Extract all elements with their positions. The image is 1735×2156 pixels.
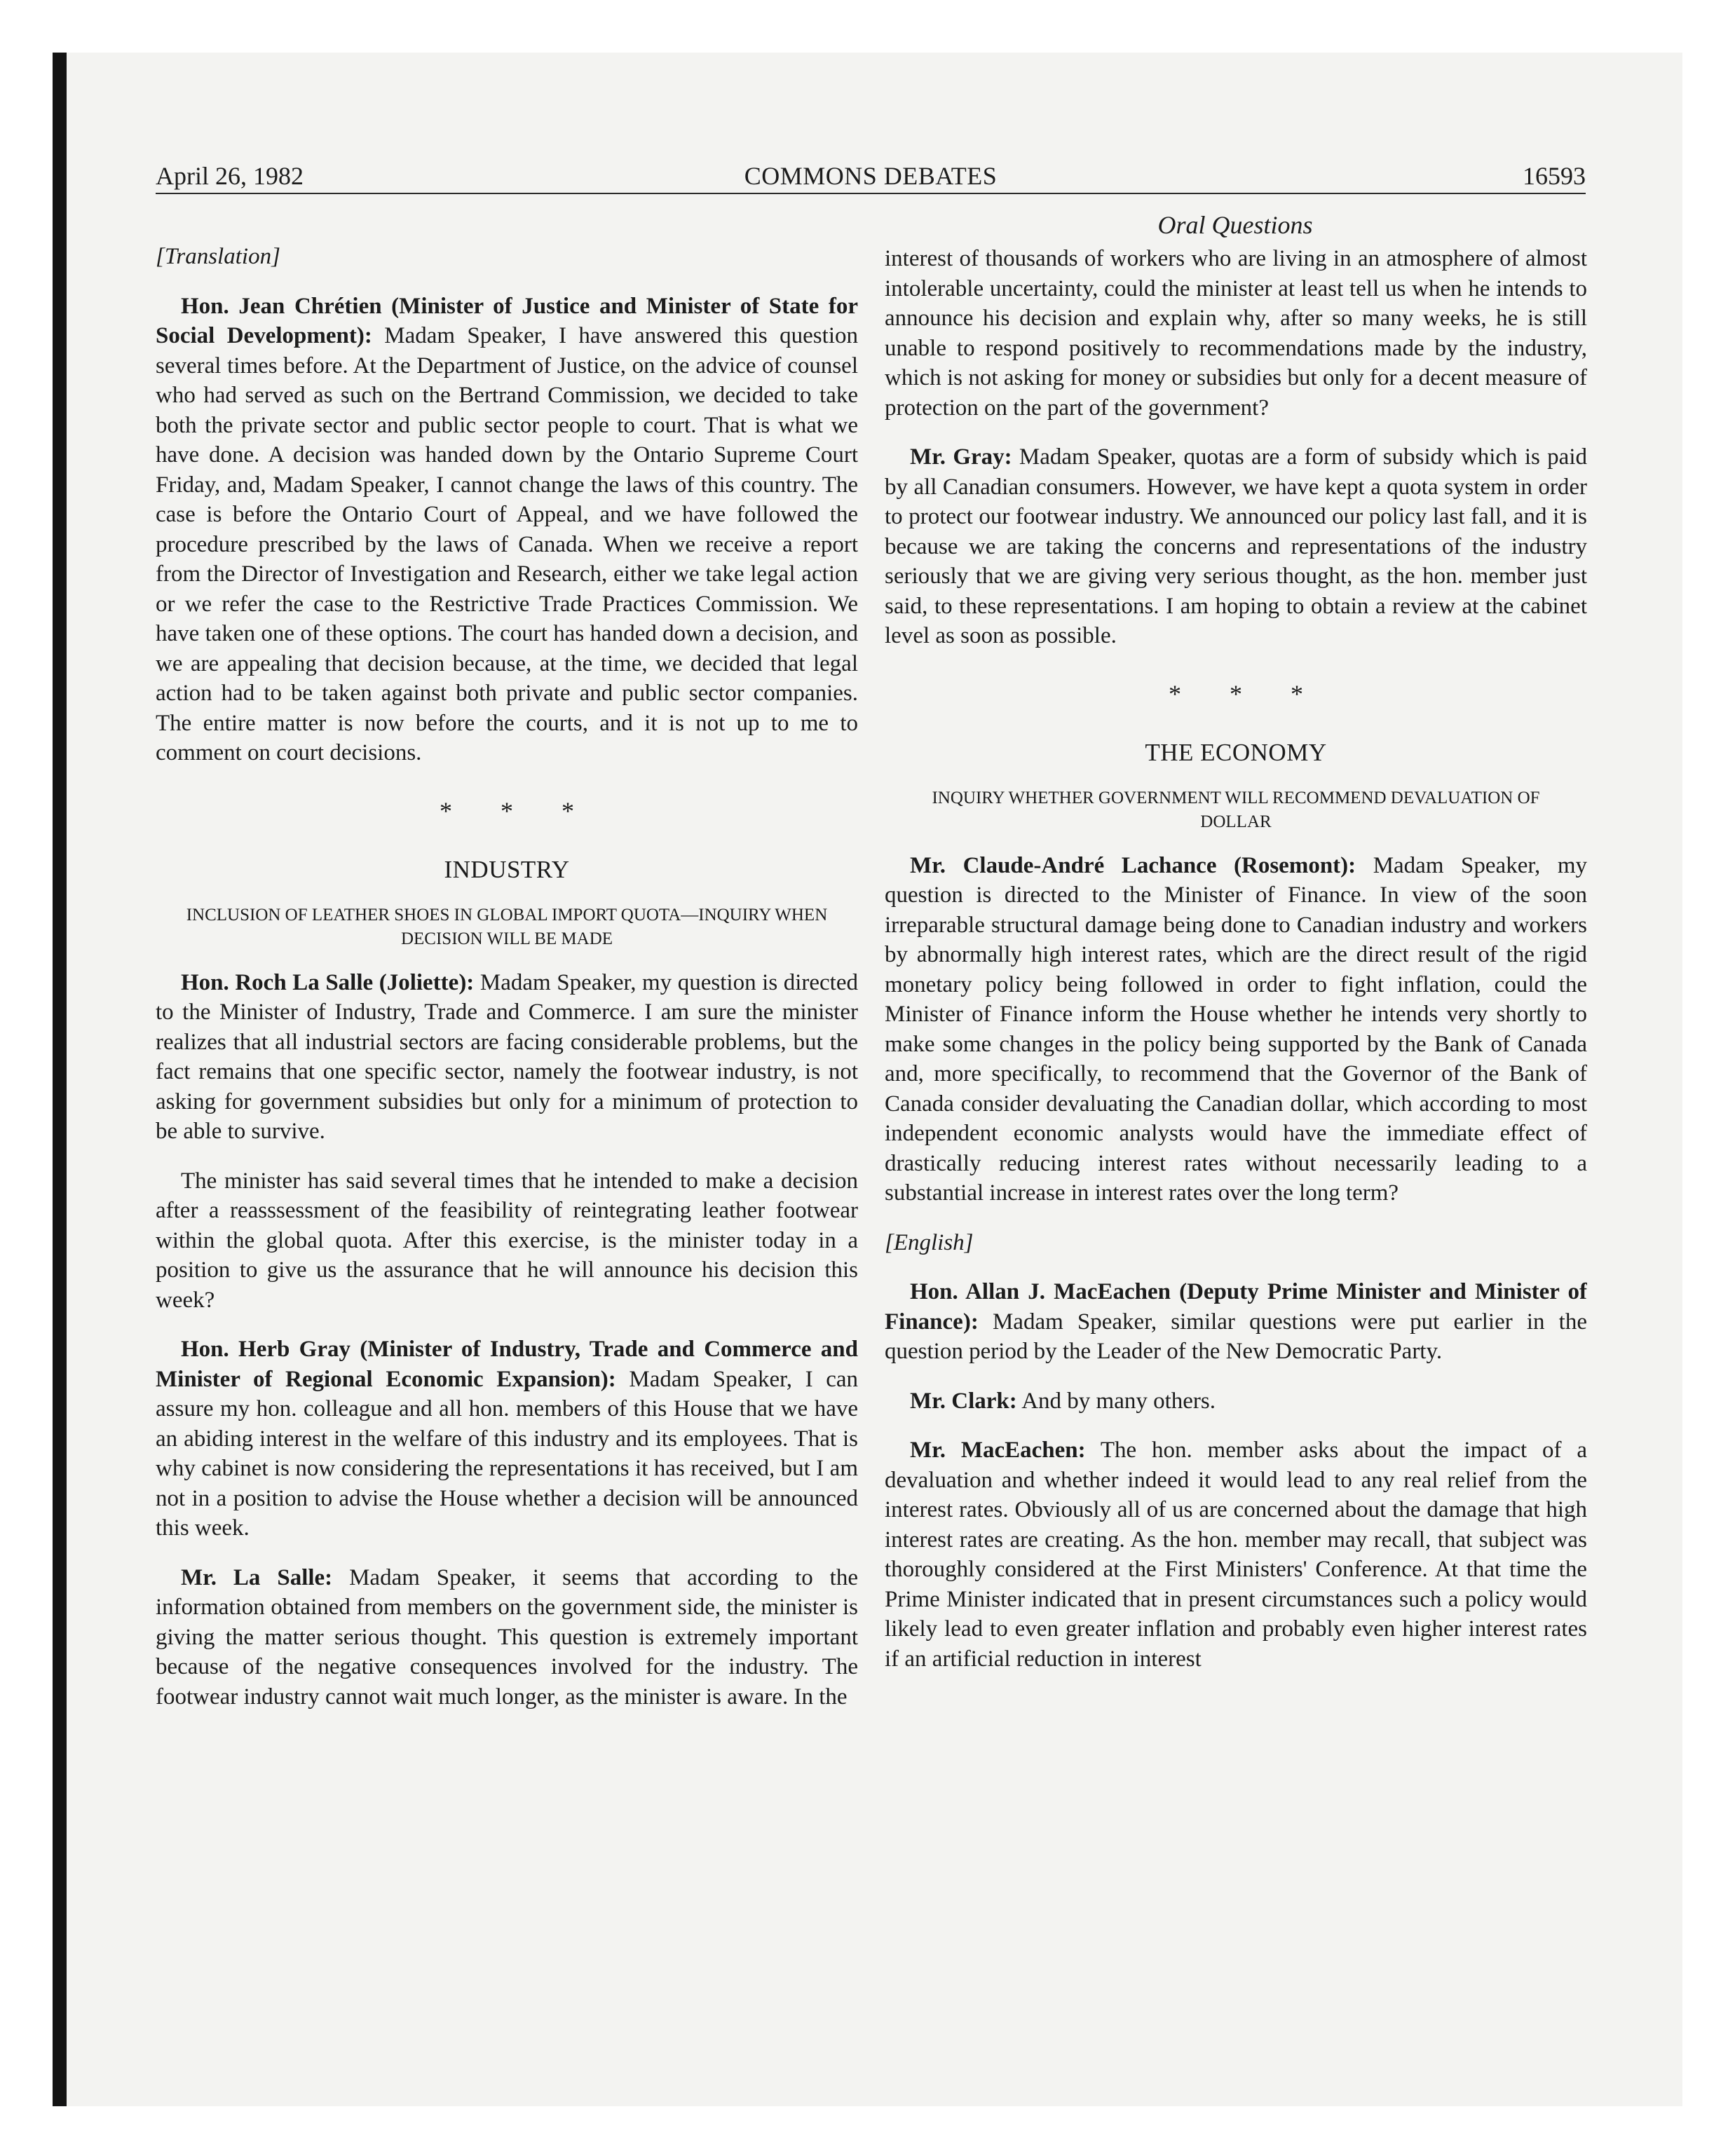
speaker-name: Hon. Jean Chrétien (Minister of Justice and Minister of State for Social Development):	[156, 293, 858, 348]
speaker-name: Mr. Gray:	[910, 444, 1012, 470]
header-rule	[156, 193, 1586, 194]
english-label: [English]	[885, 1229, 974, 1255]
speaker-name: Mr. Clark:	[910, 1388, 1017, 1414]
running-header	[156, 158, 1586, 193]
right-column	[885, 244, 1587, 2017]
speech-text: And by many others.	[1016, 1388, 1216, 1414]
speech-text: Madam Speaker, I have answered this question several times before. At the Department of Justice, on the advice of counsel who had served as such on the Bertrand Commission, we decided to take both the private sector and public sector people to court. That is what we have done. A decision was handed down by the Ontario Supreme Court Friday, and, Madam Speaker, I cannot change the laws of this country. The case is before the Ontario Court of Appeal, and we have followed the procedure prescribed by the laws of Canada. When we receive a report from the Director of Investigation and Research, either we take legal action or we refer the case to the Restrictive Trade Practices Commission. We have taken one of these options. The court has handed down a decision, and we are appealing that decision because, at the time, we decided that legal action had to be taken against both private and public sector companies. The entire matter is now before the courts, and it is not up to me to comment on court decisions.	[156, 323, 858, 765]
speech-text: Madam Speaker, my question is directed to the Minister of Industry, Trade and Commerce. I am sure the minister realizes that all industrial sectors are facing considerable problems, but the fact remains that one specific sector, namely the footwear industry, is not asking for government subsidies but only for a minimum of protection to be able to survive.	[156, 969, 858, 1144]
speech-text: Madam Speaker, my question is directed to the Minister of Finance. In view of the soon irreparable structural damage being done to Canadian industry and workers by abnormally high interest rates, which are the direct result of the rigid monetary policy being followed in order to fight inflation, could the Minister of Finance inform the House whether he intends very shortly to make some changes in the policy being supported by the Bank of Canada and, more specifically, to recommend that the Governor of the Bank of Canada consider devaluating the Canadian dollar, which according to most independent economic analysts would have the immediate effect of drastically reducing interest rates without necessarily leading to a substantial increase in interest rates over the long term?	[885, 852, 1587, 1206]
speaker-name: Mr. Claude-André Lachance (Rosemont):	[910, 852, 1356, 878]
speech-continuation: interest of thousands of workers who are living in an atmosphere of almost intolerable uncertainty, could the minister at least tell us when he intends to announce his decision and explain why, after so many weeks, he is still unable to respond positively to recommendations made by the industry, which is not asking for money or subsidies but only for a decent measure of protection on the part of the government?	[885, 246, 1587, 421]
speech-text: Madam Speaker, quotas are a form of subsidy which is paid by all Canadian consumers. However, we have kept a quota system in order to protect our footwear industry. We announced our policy last fall, and it is because we are taking the concerns and representations of the industry seriously that we are giving very serious thought, as the hon. member just said, to these representations. I am hoping to obtain a review at the cabinet level as soon as possible.	[885, 444, 1587, 648]
speech-chretien	[156, 292, 858, 768]
binding-edge	[53, 53, 67, 2106]
header-date: April 26, 1982	[156, 162, 304, 190]
section-separator: * * *	[440, 796, 595, 825]
page-number: 16593	[1523, 162, 1586, 190]
section-title: Oral Questions	[1157, 211, 1313, 239]
section-heading-industry: INDUSTRY	[444, 856, 570, 883]
speech-clark	[885, 1386, 1587, 1417]
left-column	[156, 242, 858, 2015]
speech-gray	[156, 1335, 858, 1543]
speaker-name: Hon. Allan J. MacEachen (Deputy Prime Minister and Minister of Finance):	[885, 1279, 1587, 1335]
speech-text: Madam Speaker, it seems that according to the information obtained from members on the government side, the minister is giving the matter serious thought. This question is extremely important because of the negative consequences involved for the industry. The footwear industry cannot wait much longer, as the minister is aware. In the	[156, 1564, 858, 1710]
speech-la-salle-2	[156, 1563, 858, 1712]
speech-maceachen-2	[885, 1435, 1587, 1674]
translation-label: [Translation]	[156, 244, 280, 269]
section-heading-economy: THE ECONOMY	[1145, 739, 1327, 766]
speech-gray-2	[885, 442, 1587, 651]
speaker-name: Mr. MacEachen:	[910, 1438, 1086, 1463]
speech-la-salle	[156, 968, 858, 1147]
speech-text: Madam Speaker, similar questions were put earlier in the question period by the Leader of the New Democratic Party.	[885, 1309, 1587, 1364]
speaker-name: Hon. Herb Gray (Minister of Industry, Trade and Commerce and Minister of Regional Economic Expansion):	[156, 1337, 858, 1392]
speech-text: The hon. member asks about the impact of a devaluation and whether indeed it would lead to any real relief from the interest rates. Obviously all of us are concerned about the damage that high interest rates are creating. As the hon. member may recall, that subject was thoroughly considered at the First Ministers' Conference. At that time the Prime Minister indicated that in present circumstances such a policy would likely lead to even greater inflation and probably even higher interest rates if an artificial reduction in interest	[885, 1438, 1587, 1672]
section-separator: * * *	[1169, 679, 1324, 708]
header-title: COMMONS DEBATES	[744, 162, 998, 190]
subheading-industry: INCLUSION OF LEATHER SHOES IN GLOBAL IMPORT QUOTA—INQUIRY WHEN DECISION WILL BE MADE	[186, 905, 828, 948]
speaker-name: Mr. La Salle:	[181, 1564, 333, 1590]
speaker-name: Hon. Roch La Salle (Joliette):	[181, 969, 475, 995]
speech-maceachen	[885, 1277, 1587, 1367]
speech-lachance	[885, 851, 1587, 1208]
speech-continuation: The minister has said several times that he intended to make a decision after a reasssessment of the feasibility of reintegrating leather footwear within the global quota. After this exercise, is the minister today in a position to give us the assurance that he will announce his decision this week?	[156, 1168, 858, 1313]
subheading-economy: INQUIRY WHETHER GOVERNMENT WILL RECOMMEND DEVALUATION OF DOLLAR	[932, 788, 1540, 831]
speech-text: Madam Speaker, I can assure my hon. colleague and all hon. members of this House that we have an abiding interest in the welfare of this industry and its employees. That is why cabinet is now considering the representations it has received, but I am not in a position to advise the House whether a decision will be announced this week.	[156, 1366, 858, 1541]
